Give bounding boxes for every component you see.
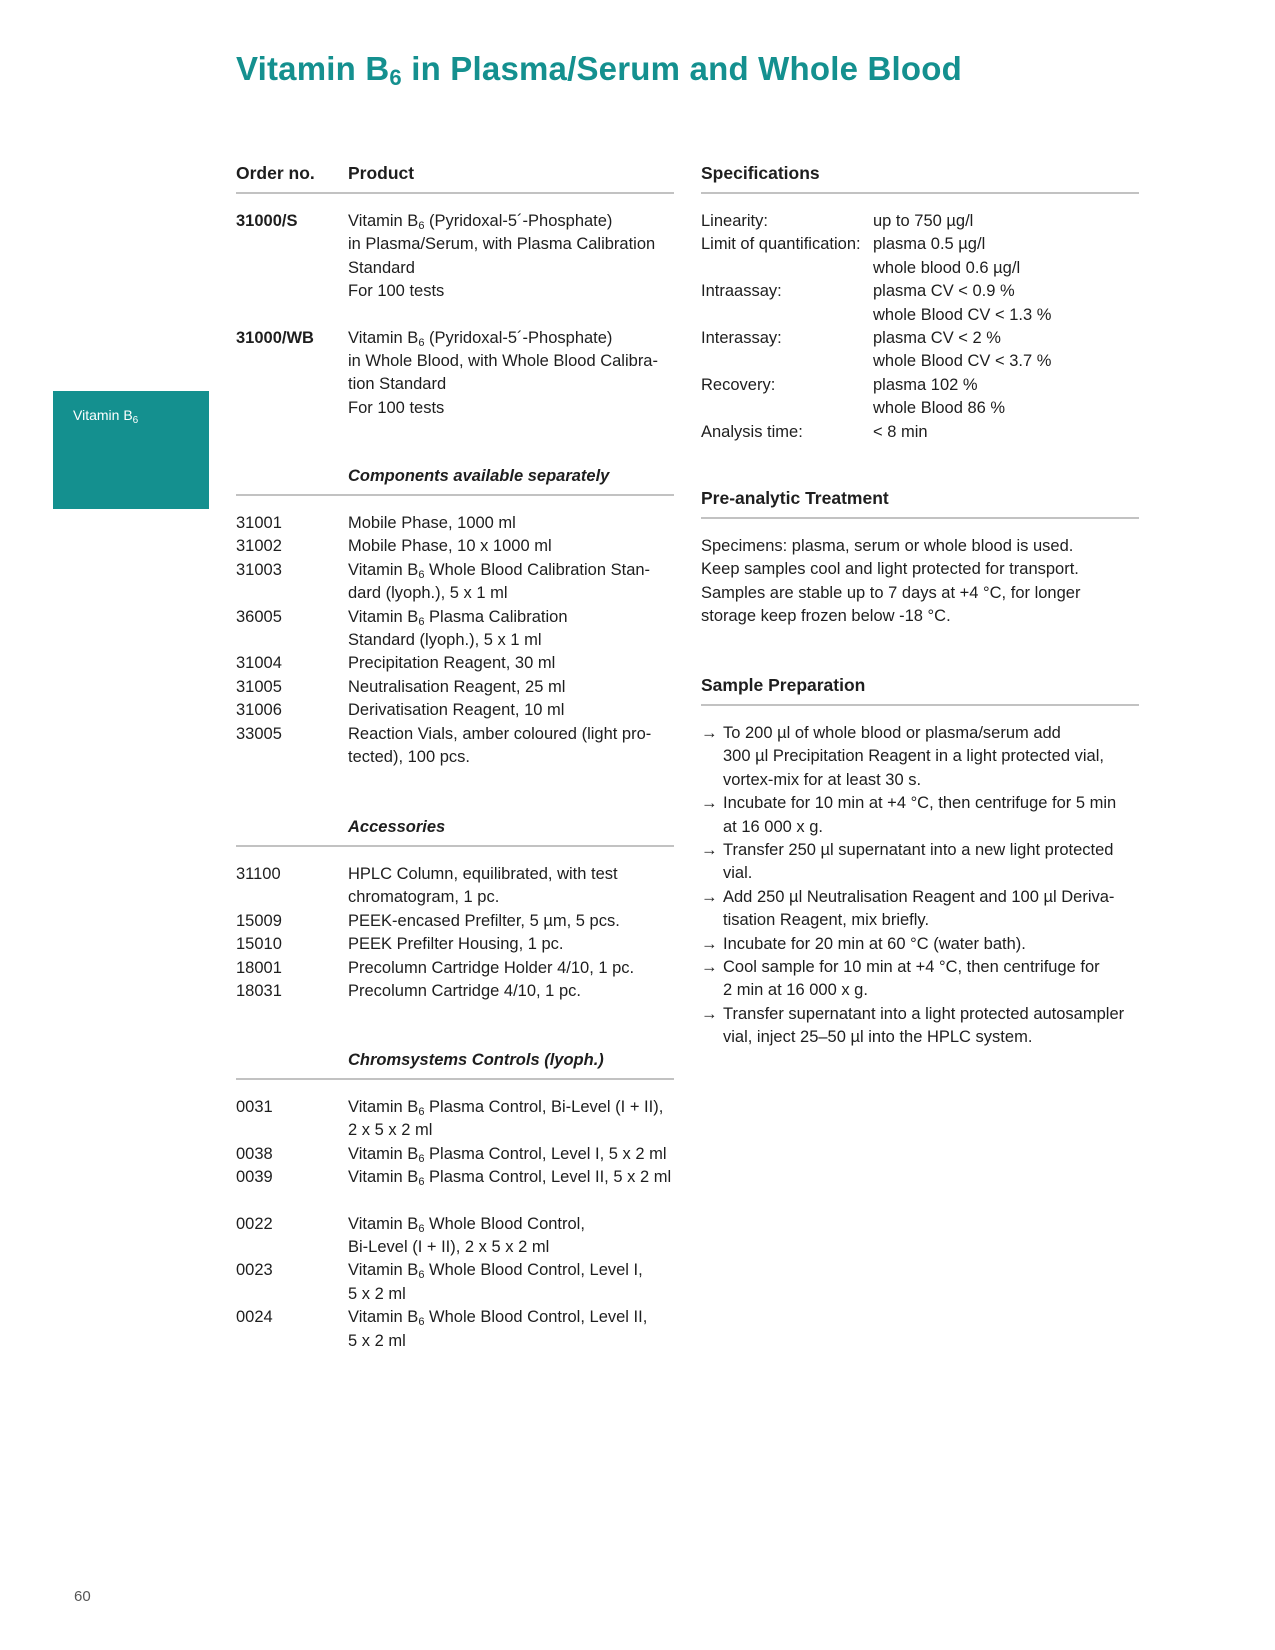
product-description: [348, 559, 674, 606]
table-row: [236, 676, 674, 699]
description-text: Vitamin B: [348, 1261, 419, 1280]
product-header: Product: [348, 163, 415, 183]
step-line: at 16 000 x g.: [723, 817, 823, 836]
description-text: 5 x 2 ml: [348, 1331, 406, 1350]
order-number: 31006: [236, 701, 282, 720]
page-title-text-rest: in Plasma/Serum and Whole Blood: [401, 50, 962, 87]
description-text: Neutralisation Reagent, 25 ml: [348, 677, 566, 696]
order-number: 15009: [236, 911, 282, 930]
product-description: [348, 933, 674, 956]
product-description: [348, 210, 674, 304]
side-tab: [53, 391, 209, 509]
product-description: [348, 1259, 674, 1306]
order-number: 31004: [236, 654, 282, 673]
description-text: Standard: [348, 258, 415, 277]
description-text: Vitamin B: [348, 1144, 419, 1163]
product-description: [348, 1213, 674, 1260]
spec-row: [701, 210, 1139, 233]
subscript: 6: [418, 336, 425, 349]
pre-analytic-line: Samples are stable up to 7 days at +4 °C, for longer: [701, 583, 1081, 602]
description-text: Bi-Level (I + II), 2 x 5 x 2 ml: [348, 1238, 550, 1257]
product-description: [348, 1306, 674, 1353]
description-line: [348, 257, 674, 280]
spec-values: [873, 374, 1139, 421]
order-number: 31001: [236, 514, 282, 532]
description-text: Precolumn Cartridge 4/10, 1 pc.: [348, 982, 581, 1001]
order-number: 31000/WB: [236, 328, 314, 347]
arrow-right-icon: →: [701, 958, 718, 977]
preparation-step: [701, 933, 1139, 956]
spec-row: [701, 280, 1139, 327]
table-row: [236, 535, 674, 558]
description-line: [348, 1330, 674, 1353]
description-line: [348, 233, 674, 256]
description-text: in Plasma/Serum, with Plasma Calibration: [348, 235, 656, 254]
step-line: tisation Reagent, mix briefly.: [723, 911, 930, 930]
description-text-rest: Plasma Calibration: [424, 607, 568, 626]
description-text: PEEK Prefilter Housing, 1 pc.: [348, 935, 564, 954]
description-text: Vitamin B: [348, 212, 419, 230]
description-line: [348, 886, 674, 909]
table-row: [236, 980, 674, 1003]
page-number: 60: [74, 1588, 91, 1605]
product-description: [348, 1143, 674, 1166]
product-description: [348, 910, 674, 933]
product-description: [348, 1166, 674, 1189]
order-number: 31003: [236, 560, 282, 579]
table-row: [236, 1143, 674, 1166]
description-text: Vitamin B: [348, 328, 419, 347]
product-list: [236, 210, 674, 420]
spec-value: whole Blood 86 %: [873, 399, 1006, 418]
description-line: [348, 1119, 674, 1142]
spec-value: whole blood 0.6 µg/l: [873, 258, 1021, 277]
specifications-header: Specifications: [701, 163, 1139, 194]
controls-list: [236, 1096, 674, 1353]
preparation-step: [701, 792, 1139, 839]
description-text: dard (lyoph.), 5 x 1 ml: [348, 584, 508, 603]
order-number: 18001: [236, 958, 282, 977]
subscript: 6: [418, 1316, 425, 1329]
description-line: [348, 559, 674, 582]
accessories-header: Accessories: [236, 816, 674, 847]
order-no-header: Order no.: [236, 163, 315, 183]
description-text: Vitamin B: [348, 1098, 419, 1116]
description-text: For 100 tests: [348, 282, 445, 301]
product-description: [348, 512, 674, 535]
order-number: 33005: [236, 724, 282, 743]
table-row: [236, 699, 674, 722]
order-number: 18031: [236, 982, 282, 1001]
spec-value: plasma 102 %: [873, 375, 978, 394]
table-row: [236, 559, 674, 606]
product-description: [348, 699, 674, 722]
table-row: [236, 1166, 674, 1189]
description-line: [348, 910, 674, 933]
step-line: Add 250 µl Neutralisation Reagent and 100 µl Deriva-: [723, 887, 1115, 906]
description-text-rest: Whole Blood Control, Level II,: [424, 1308, 648, 1327]
order-number: 15010: [236, 935, 282, 954]
spec-row: [701, 374, 1139, 421]
description-text: For 100 tests: [348, 398, 445, 417]
order-number: 0022: [236, 1214, 273, 1233]
subscript: 6: [418, 568, 425, 581]
product-description: [348, 652, 674, 675]
arrow-right-icon: →: [701, 1004, 718, 1023]
description-text-rest: Whole Blood Calibration Stan-: [424, 560, 651, 579]
step-text: [723, 933, 1026, 956]
product-description: [348, 863, 674, 910]
pre-analytic-header: Pre-analytic Treatment: [701, 488, 1139, 519]
description-line: [348, 863, 674, 886]
description-text: Standard (lyoph.), 5 x 1 ml: [348, 631, 542, 650]
pre-analytic-line: Keep samples cool and light protected for transport.: [701, 560, 1079, 579]
step-line: Transfer supernatant into a light protected autosampler: [723, 1004, 1125, 1023]
step-line: Cool sample for 10 min at +4 °C, then centrifuge for: [723, 958, 1100, 977]
description-line: [348, 210, 674, 233]
subscript: 6: [418, 1106, 425, 1118]
table-row: [236, 957, 674, 980]
description-text-rest: Plasma Control, Bi-Level (I + II),: [424, 1098, 664, 1116]
description-text: 5 x 2 ml: [348, 1284, 406, 1303]
description-line: [348, 1306, 674, 1329]
description-text-rest: (Pyridoxal-5´-Phosphate): [424, 212, 613, 230]
table-row: [236, 606, 674, 653]
arrow-right-icon: →: [701, 887, 718, 906]
controls-header: Chromsystems Controls (lyoph.): [236, 1049, 674, 1080]
description-text: Vitamin B: [348, 1308, 419, 1327]
product-description: [348, 535, 674, 558]
description-text: tion Standard: [348, 375, 447, 394]
description-line: [348, 957, 674, 980]
spec-value: up to 750 µg/l: [873, 212, 974, 230]
table-row: [236, 1096, 674, 1143]
spec-label: Intraassay:: [701, 282, 782, 301]
pre-analytic-line: storage keep frozen below -18 °C.: [701, 607, 951, 626]
spec-label: Recovery:: [701, 375, 776, 394]
spec-values: [873, 421, 1139, 444]
step-line: Incubate for 10 min at +4 °C, then centrifuge for 5 min: [723, 794, 1117, 813]
table-row: [236, 1259, 674, 1306]
description-line: [348, 327, 674, 350]
description-line: [348, 1096, 674, 1119]
order-number: 0024: [236, 1308, 273, 1327]
step-line: vortex-mix for at least 30 s.: [723, 770, 922, 789]
spec-value: plasma 0.5 µg/l: [873, 235, 986, 254]
description-line: [348, 746, 674, 769]
description-line: [348, 1143, 674, 1166]
preparation-step: [701, 722, 1139, 792]
pre-analytic-line: Specimens: plasma, serum or whole blood is used.: [701, 537, 1074, 555]
page-title: [236, 50, 962, 88]
table-row: [236, 723, 674, 770]
table-row: [236, 210, 674, 304]
spec-value: < 8 min: [873, 422, 928, 441]
description-line: [348, 397, 674, 420]
description-text: tected), 100 pcs.: [348, 748, 470, 767]
product-description: [348, 980, 674, 1003]
step-text: [723, 956, 1100, 1003]
description-line: [348, 373, 674, 396]
description-text: Mobile Phase, 1000 ml: [348, 514, 516, 532]
description-line: [348, 1213, 674, 1236]
order-number: 0039: [236, 1168, 273, 1187]
spec-label: Linearity:: [701, 212, 768, 230]
description-text: chromatogram, 1 pc.: [348, 888, 500, 907]
product-description: [348, 606, 674, 653]
arrow-right-icon: →: [701, 724, 718, 742]
table-row: [236, 327, 674, 421]
preparation-step: [701, 956, 1139, 1003]
arrow-right-icon: →: [701, 841, 718, 860]
components-header: Components available separately: [236, 465, 674, 496]
order-number: 0038: [236, 1144, 273, 1163]
preparation-step: [701, 839, 1139, 886]
description-text-rest: (Pyridoxal-5´-Phosphate): [424, 328, 613, 347]
order-number: 31100: [236, 865, 281, 883]
description-line: [348, 350, 674, 373]
product-description: [348, 1096, 674, 1143]
description-text: HPLC Column, equilibrated, with test: [348, 865, 618, 883]
description-text: 2 x 5 x 2 ml: [348, 1121, 433, 1140]
product-description: [348, 327, 674, 421]
sample-preparation-steps: [701, 722, 1139, 1050]
accessories-list: [236, 863, 674, 1003]
spec-value: plasma CV < 2 %: [873, 329, 1001, 348]
description-text-rest: Whole Blood Control, Level I,: [424, 1261, 643, 1280]
table-row: [236, 863, 674, 910]
description-text: Precolumn Cartridge Holder 4/10, 1 pc.: [348, 958, 635, 977]
side-tab-label: Vitamin B: [73, 407, 133, 423]
spec-value: plasma CV < 0.9 %: [873, 282, 1015, 301]
spec-values: [873, 233, 1139, 280]
side-tab-subscript: 6: [132, 415, 139, 426]
table-row: [236, 1306, 674, 1353]
page-title-text: Vitamin B: [236, 50, 390, 87]
spec-values: [873, 210, 1139, 233]
description-text: PEEK-encased Prefilter, 5 µm, 5 pcs.: [348, 911, 620, 930]
product-description: [348, 957, 674, 980]
description-text: in Whole Blood, with Whole Blood Calibra-: [348, 352, 658, 371]
description-line: [348, 629, 674, 652]
subscript: 6: [418, 1269, 425, 1282]
description-line: [348, 723, 674, 746]
order-number: 0023: [236, 1261, 273, 1280]
description-line: [348, 535, 674, 558]
spec-row: [701, 421, 1139, 444]
description-line: [348, 280, 674, 303]
step-line: 2 min at 16 000 x g.: [723, 981, 868, 1000]
description-line: [348, 980, 674, 1003]
sample-preparation-header: Sample Preparation: [701, 675, 1139, 706]
description-text-rest: Whole Blood Control,: [424, 1214, 585, 1233]
pre-analytic-text: [701, 535, 1139, 629]
step-line: Incubate for 20 min at 60 °C (water bath).: [723, 934, 1026, 953]
spec-label: Analysis time:: [701, 422, 803, 441]
step-text: [723, 886, 1114, 933]
description-line: [348, 676, 674, 699]
step-text: [723, 1003, 1124, 1050]
step-line: vial.: [723, 864, 753, 883]
description-line: [348, 1259, 674, 1282]
subscript: 6: [418, 1176, 425, 1189]
step-text: [723, 839, 1113, 886]
description-text: Reaction Vials, amber coloured (light pro-: [348, 724, 652, 743]
description-text: Derivatisation Reagent, 10 ml: [348, 701, 565, 720]
product-table-header: [236, 163, 674, 194]
preparation-step: [701, 886, 1139, 933]
table-row: [236, 1213, 674, 1260]
description-text-rest: Plasma Control, Level I, 5 x 2 ml: [424, 1144, 667, 1163]
description-line: [348, 1236, 674, 1259]
order-number: 0031: [236, 1098, 273, 1116]
step-line: vial, inject 25–50 µl into the HPLC system.: [723, 1028, 1033, 1047]
arrow-right-icon: →: [701, 794, 718, 813]
description-text-rest: Plasma Control, Level II, 5 x 2 ml: [424, 1168, 672, 1187]
spec-value: whole Blood CV < 3.7 %: [873, 352, 1052, 371]
description-text: Vitamin B: [348, 1168, 419, 1187]
description-text: Vitamin B: [348, 560, 419, 579]
step-text: [723, 792, 1116, 839]
order-number: 36005: [236, 607, 282, 626]
preparation-step: [701, 1003, 1139, 1050]
order-number: 31005: [236, 677, 282, 696]
product-description: [348, 676, 674, 699]
spec-label: Limit of quantification:: [701, 235, 861, 254]
specifications-list: [701, 210, 1139, 444]
subscript: 6: [418, 1152, 425, 1165]
subscript: 6: [418, 615, 425, 628]
spec-values: [873, 280, 1139, 327]
subscript: 6: [418, 1222, 425, 1235]
step-line: 300 µl Precipitation Reagent in a light protected vial,: [723, 747, 1104, 766]
spec-row: [701, 233, 1139, 280]
description-line: [348, 1283, 674, 1306]
spec-row: [701, 327, 1139, 374]
step-text: [723, 722, 1104, 792]
order-number: 31002: [236, 537, 282, 556]
description-text: Precipitation Reagent, 30 ml: [348, 654, 556, 673]
description-line: [348, 1166, 674, 1189]
description-line: [348, 652, 674, 675]
description-text: Vitamin B: [348, 1214, 419, 1233]
spec-label: Interassay:: [701, 329, 782, 348]
table-row: [236, 910, 674, 933]
spec-values: [873, 327, 1139, 374]
product-description: [348, 723, 674, 770]
spec-value: whole Blood CV < 1.3 %: [873, 305, 1052, 324]
table-row: [236, 933, 674, 956]
description-line: [348, 933, 674, 956]
page-title-subscript: 6: [389, 65, 402, 90]
components-list: [236, 512, 674, 769]
arrow-right-icon: →: [701, 934, 718, 953]
description-line: [348, 582, 674, 605]
description-line: [348, 512, 674, 535]
description-text: Mobile Phase, 10 x 1000 ml: [348, 537, 552, 556]
description-text: Vitamin B: [348, 607, 419, 626]
step-line: To 200 µl of whole blood or plasma/serum add: [723, 724, 1061, 742]
table-row: [236, 652, 674, 675]
description-line: [348, 699, 674, 722]
subscript: 6: [418, 220, 425, 232]
description-line: [348, 606, 674, 629]
table-row: [236, 512, 674, 535]
order-number: 31000/S: [236, 212, 298, 230]
step-line: Transfer 250 µl supernatant into a new light protected: [723, 841, 1114, 860]
